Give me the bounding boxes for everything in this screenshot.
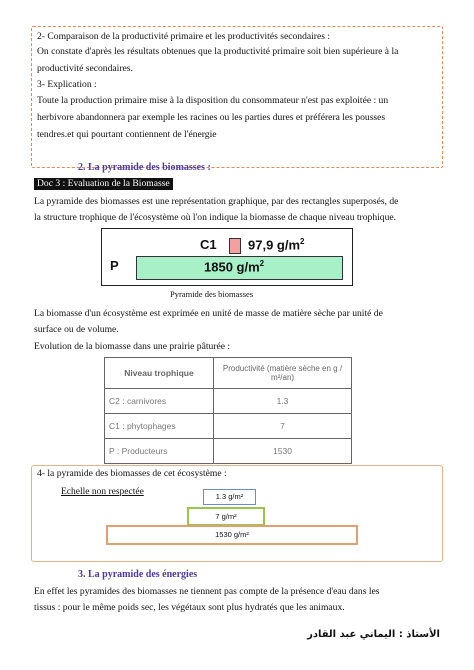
p-label: P: [110, 258, 119, 273]
heading-pyramide-energies: 3. La pyramide des énergies: [78, 569, 198, 580]
table-row: [105, 439, 352, 464]
table-header-row: [105, 358, 352, 389]
energy-text-1: En effet les pyramides des biomasses ne tiennent pas compte de la présence d'eau dans les: [34, 586, 380, 597]
pyramid-bar-p: 1530 g/m²: [106, 525, 358, 545]
table-row: [105, 414, 352, 439]
comparison-text-1: On constate d'après les résultats obtenues que la productivité primaire soit bien supérieure à la: [37, 46, 399, 57]
comparison-text-2: productivité secondaires.: [37, 63, 133, 74]
energy-text-2: tissus : pour le même poids sec, les végétaux sont plus hydratés que les animaux.: [34, 602, 345, 613]
c1-value: 97,9 $g/m^2$: [248, 237, 305, 253]
level-cell: C1 : phytophages: [105, 414, 214, 439]
biomass-definition-2: la structure trophique de l'écosystème où l'on indique la biomasse de chaque niveau trophique.: [34, 212, 397, 223]
biomass-definition-1: La pyramide des biomasses est une représentation graphique, par des rectangles superposés, de: [34, 196, 399, 207]
teacher-signature: الأستاذ : اليماني عبد القادر: [307, 629, 440, 640]
header-productivity: Productivité (matière sèche en g / m²/an): [214, 358, 352, 389]
comparison-title: 2- Comparaison de la productivité primaire et les productivités secondaires :: [37, 31, 331, 42]
p-value: 1850 $g/m^2$: [204, 259, 265, 275]
explication-text-3: tendres.et qui pourtant contiennent de l'énergie: [37, 129, 217, 140]
value-cell: 1530: [214, 439, 352, 464]
scale-note: Echelle non respectée: [61, 487, 144, 497]
pyramid-bar-c2: 1.3 g/m²: [203, 489, 256, 505]
c1-bar: [229, 238, 241, 254]
figure-caption: Pyramide des biomasses: [170, 289, 254, 299]
level-cell: C2 : carnivores: [105, 389, 214, 414]
doc3-label: Doc 3 : Evaluation de la Biomasse: [34, 178, 173, 190]
c1-label: C1: [200, 237, 217, 252]
table-row: [105, 389, 352, 414]
biomass-unit-text-1: La biomasse d'un écosystème est exprimée en unité de masse de matière sèche par unité de: [34, 308, 383, 319]
value-cell: 7: [214, 414, 352, 439]
heading-pyramide-biomasses: 2. La pyramide des biomasses :: [78, 162, 211, 173]
explication-text-1: Toute la production primaire mise à la disposition du consommateur n'est pas exploitée : un: [37, 95, 389, 106]
header-level: Niveau trophique: [105, 358, 214, 389]
pyramid-bar-c1: 7 g/m²: [187, 507, 265, 526]
prairie-evolution-text: Evolution de la biomasse dans une prairie pâturée :: [34, 341, 231, 352]
biomass-unit-text-2: surface ou de volume.: [34, 324, 119, 335]
ecosystem-pyramid-title: 4- la pyramide des biomasses de cet écosystème :: [37, 468, 227, 479]
biomass-pyramid-figure: [101, 228, 353, 286]
explication-title: 3- Explication :: [37, 79, 97, 90]
level-cell: P : Producteurs: [105, 439, 214, 464]
productivity-table: [104, 357, 352, 464]
explication-text-2: herbivore abandonnera par exemple les racines ou les parties dures et préférera les pousses: [37, 112, 386, 123]
value-cell: 1.3: [214, 389, 352, 414]
